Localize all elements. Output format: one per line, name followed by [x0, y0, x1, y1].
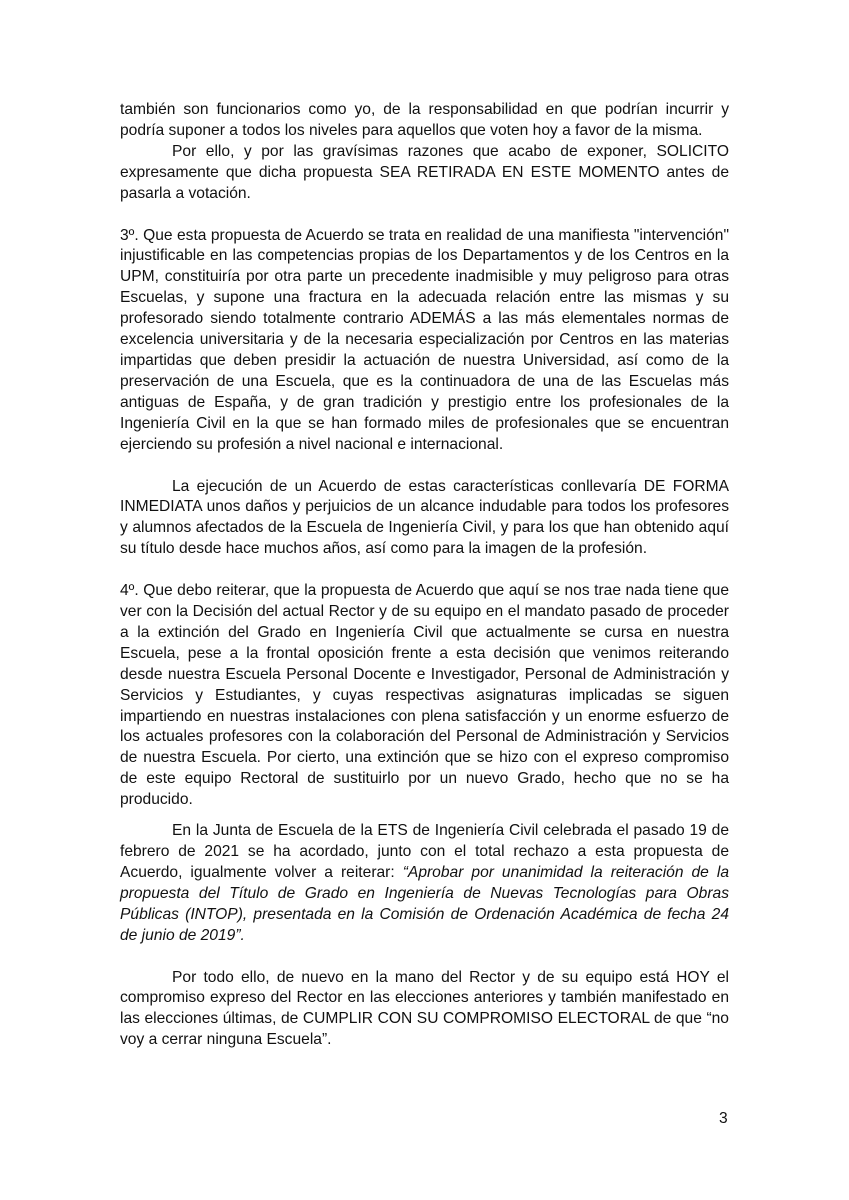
paragraph-solicito: Por ello, y por las gravísimas razones que acabo de exponer, SOLICITO expresamente que dicha propuesta SEA RETIRADA EN ESTE MOMENTO antes de pasarla a votación. [120, 142, 729, 202]
document-body [120, 100, 729, 1051]
paragraph-continuation: también son funcionarios como yo, de la responsabilidad en que podrían incurrir y podría suponer a todos los niveles para aquellos que voten hoy a favor de la misma. [120, 101, 729, 139]
paragraph-junta-escuela [120, 821, 729, 946]
paragraph-conclusion: Por todo ello, de nuevo en la mano del Rector y de su equipo está HOY el compromiso expreso del Rector en las elecciones anteriores y también manifestado en las elecciones últimas, de CUMPLIR CON SU COMPROMISO ELECTORAL de que “no voy a cerrar ninguna Escuela”. [120, 968, 729, 1049]
page-number: 3 [719, 1110, 728, 1127]
paragraph-point-3: 3º. Que esta propuesta de Acuerdo se trata en realidad de una manifiesta "intervención" injustificable en las competencias propias de los Departamentos y de los Centros en la UPM, constituiría por otra parte un precedente inadmisible y muy peligroso para otras Escuelas, y supone una fractura en la adecuada relación entre las mismas y su profesorado siendo totalmente contrario ADEMÁS a las más elementales normas de excelencia universitaria y de la necesaria especialización por Centros en las materias impartidas que deben presidir la actuación de nuestra Universidad, así como de la preservación de una Escuela, que es la continuadora de una de las Escuelas más antiguas de España, y de gran tradición y prestigio entre los profesionales de la Ingeniería Civil en la que se han formado miles de profesionales que se encuentran ejerciendo su profesión a nivel nacional e internacional. [120, 226, 729, 453]
junta-escuela-intro: En la Junta de Escuela de la ETS de Ingeniería Civil celebrada el pasado 19 de febrero de 2021 se ha acordado, junto con el total rechazo a esta propuesta de Acuerdo, igualmente volver a reiterar: [120, 822, 729, 881]
paragraph-consequences: La ejecución de un Acuerdo de estas características conllevaría DE FORMA INMEDIATA unos daños y perjuicios de un alcance indudable para todos los profesores y alumnos afectados de la Escuela de Ingeniería Civil, y para los que han obtenido aquí su título desde hace muchos años, así como para la imagen de la profesión. [120, 477, 729, 558]
paragraph-point-4: 4º. Que debo reiterar, que la propuesta de Acuerdo que aquí se nos trae nada tiene que ver con la Decisión del actual Rector y de su equipo en el mandato pasado de proceder a la extinción del Grado en Ingeniería Civil que actualmente se cursa en nuestra Escuela, pese a la frontal oposición frente a esta decisión que venimos reiterando desde nuestra Escuela Personal Docente e Investigador, Personal de Administración y Servicios y Estudiantes, y cuyas respectivas asignaturas implicadas se siguen impartiendo en nuestras instalaciones con plena satisfacción y un enorme esfuerzo de los actuales profesores con la colaboración del Personal de Administración y Servicios de nuestra Escuela. Por cierto, una extinción que se hizo con el expreso compromiso de este equipo Rectoral de sustituirlo por un nuevo Grado, hecho que no se ha producido. [120, 582, 729, 809]
junta-escuela-quote: “Aprobar por unanimidad la reiteración de la propuesta del Título de Grado en Ingeniería de Nuevas Tecnologías para Obras Públicas (INTOP), presentada en la Comisión de Ordenación Académica de fecha 24 de junio de 2019”. [120, 863, 729, 944]
